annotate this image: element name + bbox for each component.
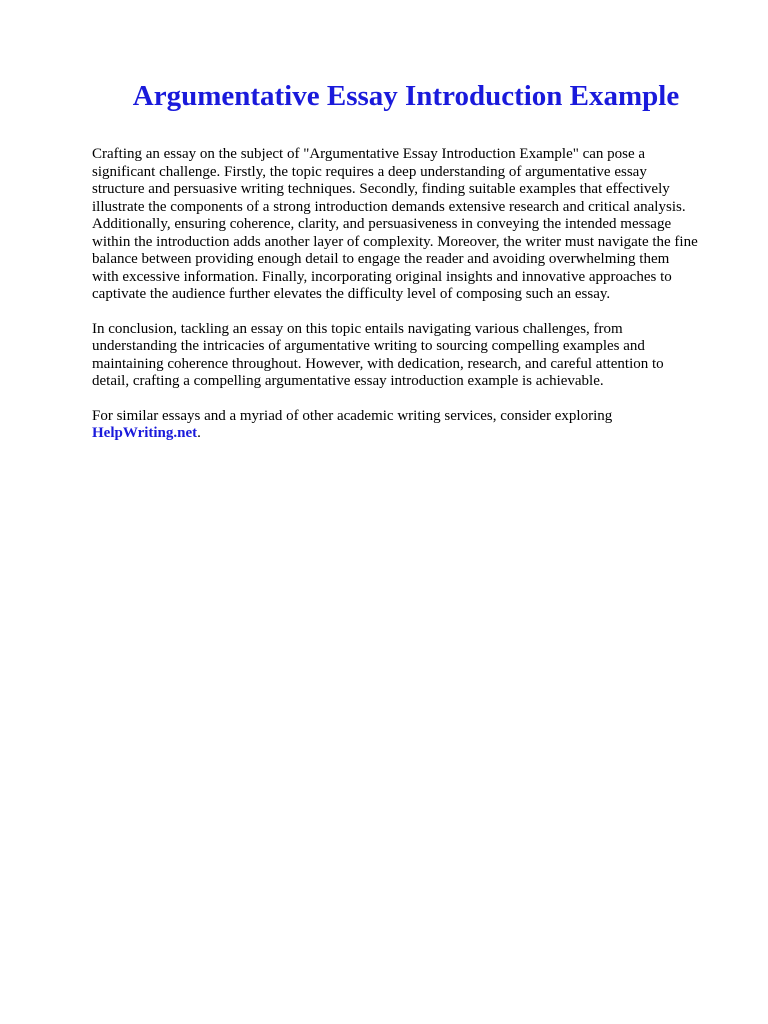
- paragraph-line: illustrate the components of a strong introduction demands extensive research and critical analysis.: [92, 198, 686, 215]
- paragraph-line: In conclusion, tackling an essay on this topic entails navigating various challenges, from: [92, 320, 623, 337]
- paragraph-line: For similar essays and a myriad of other academic writing services, consider exploring: [92, 407, 613, 424]
- paragraph-line: structure and persuasive writing techniques. Secondly, finding suitable examples that effectively: [92, 181, 670, 197]
- paragraph-1: [92, 146, 732, 304]
- document-body: [92, 146, 732, 460]
- paragraph-line: Additionally, ensuring coherence, clarity, and persuasiveness in conveying the intended message: [92, 216, 672, 232]
- page-title: Argumentative Essay Introduction Example: [132, 80, 680, 112]
- paragraph-line: within the introduction adds another layer of complexity. Moreover, the writer must navigate the fine: [92, 233, 698, 250]
- link-suffix: .: [197, 425, 201, 441]
- paragraph-2: [92, 321, 732, 391]
- helpwriting-link[interactable]: HelpWriting.net: [92, 425, 198, 441]
- paragraph-line: balance between providing enough detail to engage the reader and avoiding overwhelming them: [92, 251, 670, 267]
- paragraph-line-link: [92, 425, 732, 443]
- paragraph-line: captivate the audience further elevates the difficulty level of composing such an essay.: [92, 286, 611, 302]
- paragraph-line: with excessive information. Finally, incorporating original insights and innovative approaches to: [92, 268, 672, 285]
- paragraph-line: understanding the intricacies of argumentative writing to sourcing compelling examples and: [92, 338, 645, 354]
- paragraph-line: significant challenge. Firstly, the topic requires a deep understanding of argumentative essay: [92, 163, 647, 180]
- paragraph-line: maintaining coherence throughout. However, with dedication, research, and careful attention to: [92, 355, 664, 372]
- paragraph-line: Crafting an essay on the subject of "Argumentative Essay Introduction Example" can pose a: [92, 146, 646, 162]
- paragraph-3: [92, 408, 732, 443]
- paragraph-line: detail, crafting a compelling argumentative essay introduction example is achievable.: [92, 373, 604, 389]
